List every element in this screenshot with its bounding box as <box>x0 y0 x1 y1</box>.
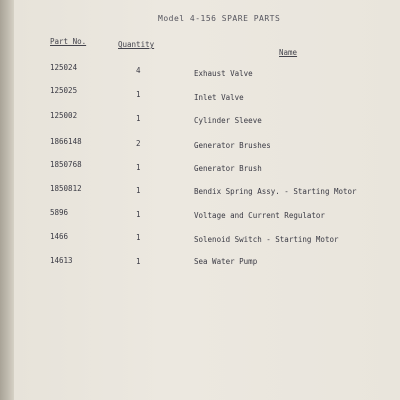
part-name: Solenoid Switch - Starting Motor <box>194 235 339 244</box>
part-name: Exhaust Valve <box>194 69 253 78</box>
part-name: Sea Water Pump <box>194 257 258 266</box>
part-number: 1850812 <box>50 184 82 193</box>
part-name: Bendix Spring Assy. - Starting Motor <box>194 187 357 196</box>
table-row <box>14 232 400 246</box>
part-number: 1866148 <box>50 137 82 146</box>
part-name: Voltage and Current Regulator <box>194 211 325 220</box>
table-row <box>14 184 400 198</box>
part-name: Inlet Valve <box>194 93 244 102</box>
part-name: Cylinder Sleeve <box>194 116 262 125</box>
part-name: Generator Brushes <box>194 141 271 150</box>
quantity: 1 <box>136 233 141 242</box>
table-row <box>14 208 400 222</box>
quantity: 1 <box>136 186 141 195</box>
quantity: 1 <box>136 90 141 99</box>
typed-page <box>14 0 400 400</box>
quantity: 1 <box>136 163 141 172</box>
part-number: 1466 <box>50 232 69 241</box>
part-name: Generator Brush <box>194 164 262 173</box>
quantity: 4 <box>136 66 141 75</box>
table-row <box>14 256 400 270</box>
quantity: 1 <box>136 210 141 219</box>
table-row <box>14 86 400 100</box>
part-number: 5896 <box>50 208 69 217</box>
table-row <box>14 111 400 125</box>
table-row <box>14 137 400 151</box>
page-title: Model 4-156 SPARE PARTS <box>158 14 281 23</box>
quantity: 1 <box>136 114 141 123</box>
part-number: 14613 <box>50 256 73 265</box>
part-number: 1850768 <box>50 160 82 169</box>
quantity: 2 <box>136 139 141 148</box>
page-edge-shadow <box>0 0 14 400</box>
part-number: 125025 <box>50 86 78 95</box>
column-header-part-no: Part No. <box>50 37 87 46</box>
table-row <box>14 63 400 77</box>
quantity: 1 <box>136 257 141 266</box>
column-header-name: Name <box>279 48 298 57</box>
part-number: 125024 <box>50 63 78 72</box>
column-header-quantity: Quantity <box>118 40 155 49</box>
table-row <box>14 160 400 174</box>
part-number: 125002 <box>50 111 78 120</box>
